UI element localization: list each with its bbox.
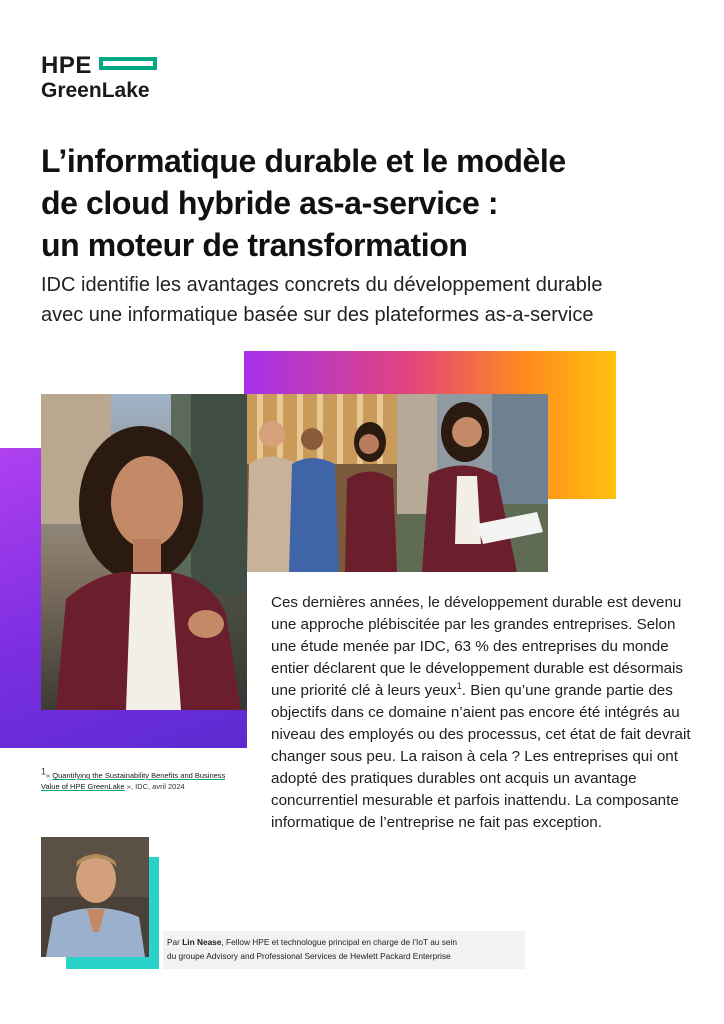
author-role-line-2: du groupe Advisory and Professional Services de Hewlett Packard Enterprise <box>167 951 451 961</box>
body-paragraph <box>271 592 691 834</box>
subtitle-line-2: avec une informatique basée sur des plateformes as-a-service <box>41 304 594 326</box>
title-line-3: un moteur de transformation <box>41 227 468 263</box>
title-line-2: de cloud hybride as-a-service : <box>41 185 499 221</box>
footnote-reference: 1 <box>456 680 462 691</box>
body-text-part-2: . Bien qu’une grande partie des objectifs dans ce domaine n’aient pas encore été intégrés au niveau des employés ou des processus, cet état de fait devrait changer sous peu. La raison à cela ? Les entreprises qui ont adopté des pratiques durables ont acquis un avantage concurrentiel mesurable et parfois inattendu. La composante informatique de l’entreprise ne fait pas exception. <box>271 682 691 831</box>
subtitle-line-1: IDC identifie les avantages concrets du développement durable <box>41 274 603 296</box>
author-name: Lin Nease <box>182 937 222 947</box>
author-line-1 <box>167 935 521 949</box>
photo-woman-portrait <box>41 394 247 710</box>
footnote-source-link[interactable]: Quantifying the Sustainability Benefits and Business Value of HPE GreenLake <box>41 771 226 791</box>
footnote <box>41 766 241 792</box>
logo-green-rectangle <box>99 57 157 70</box>
page-subtitle <box>41 270 701 330</box>
author-photo <box>41 837 149 957</box>
body-text-part-1: Ces dernières années, le développement durable est devenu une approche plébiscitée par les grandes entreprises. Selon une étude menée par IDC, 63 % des entreprises du monde entier déclarent que le développement durable est désormais une priorité clé à leurs yeux <box>271 594 684 699</box>
footnote-number: 1 <box>41 766 47 777</box>
author-role-line-1: , Fellow HPE et technologue principal en charge de l’IoT au sein <box>221 937 457 947</box>
title-line-1: L’informatique durable et le modèle <box>41 143 566 179</box>
logo-greenlake-text: GreenLake <box>41 79 150 102</box>
page-title <box>41 140 701 266</box>
footnote-source-details: », IDC, avril 2024 <box>124 782 185 791</box>
photo-woman-notebook <box>397 394 548 572</box>
author-caption <box>163 931 525 969</box>
author-prefix: Par <box>167 937 183 947</box>
photo-team-meeting <box>247 394 397 572</box>
footnote-open-quote: « <box>46 771 53 780</box>
logo-hpe-text: HPE <box>41 52 92 79</box>
